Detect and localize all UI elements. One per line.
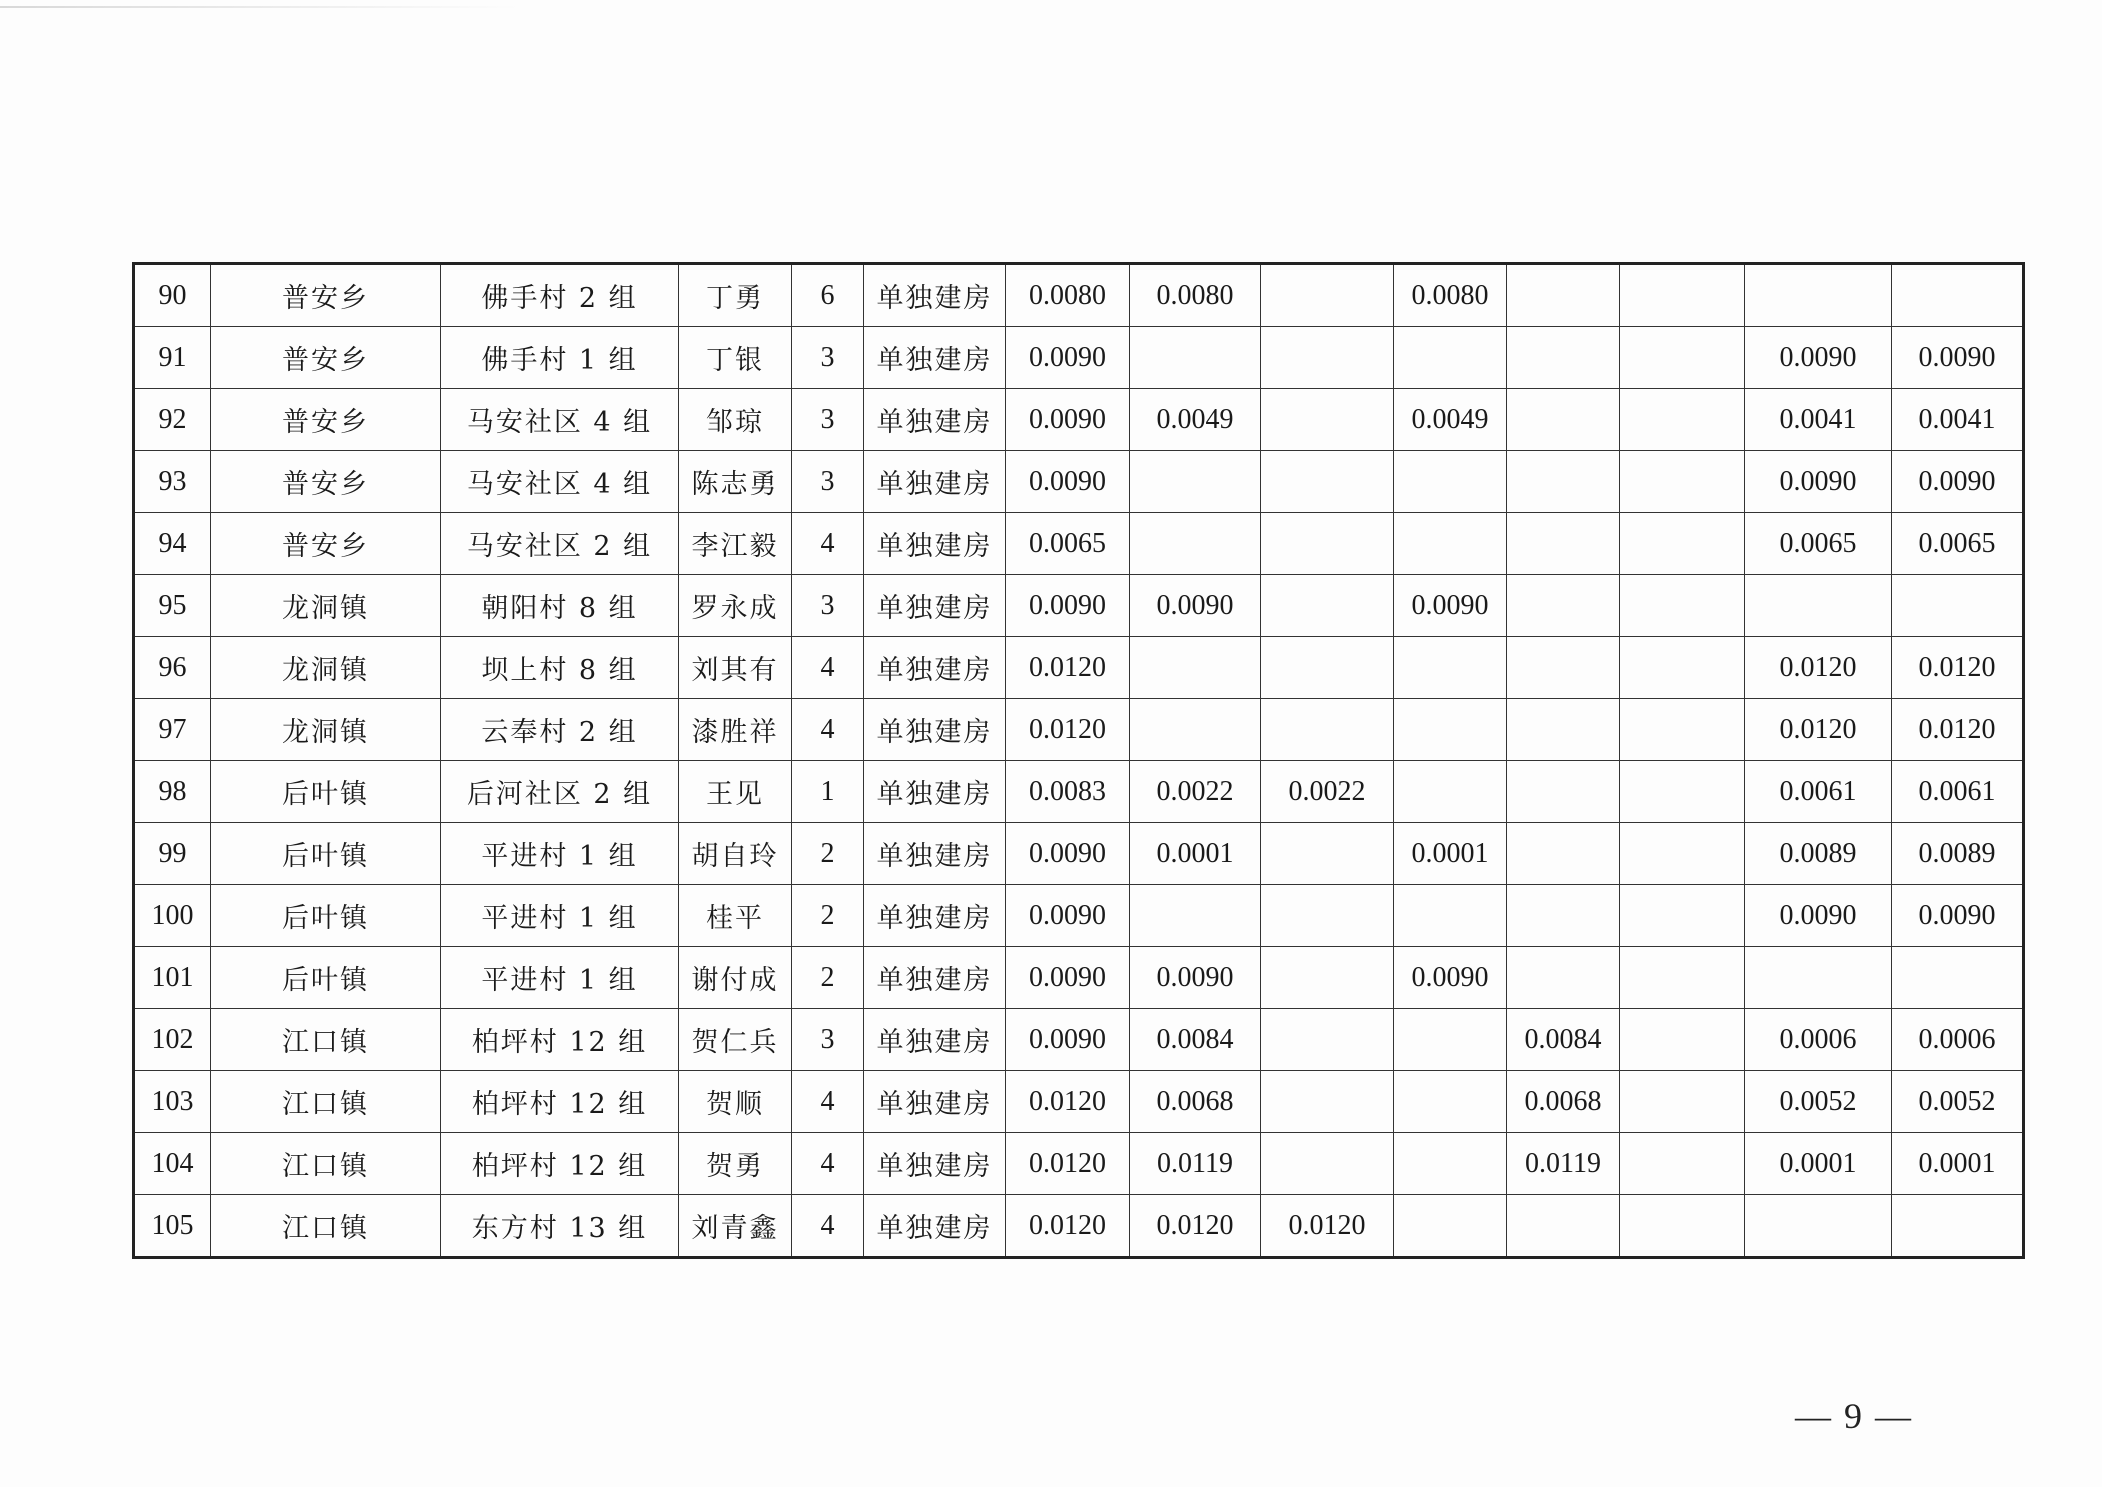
table-cell-household-size: 2 <box>792 823 864 885</box>
table-cell-area-value <box>1507 389 1620 451</box>
table-cell-household-size: 4 <box>792 1195 864 1258</box>
table-cell-applicant-name: 刘其有 <box>679 637 792 699</box>
table-cell-township: 普安乡 <box>211 389 441 451</box>
table-cell-area-value <box>1507 947 1620 1009</box>
table-cell-construction-type: 单独建房 <box>864 389 1006 451</box>
table-cell-area-value <box>1394 1009 1507 1071</box>
table-cell-construction-type: 单独建房 <box>864 451 1006 513</box>
table-cell-area-value <box>1261 885 1394 947</box>
table-cell-area-value: 0.0120 <box>1006 699 1130 761</box>
table-cell-area-value <box>1745 1195 1892 1258</box>
table-cell-area-value <box>1261 1009 1394 1071</box>
table-cell-area-value: 0.0089 <box>1745 823 1892 885</box>
table-cell-area-value: 0.0090 <box>1006 885 1130 947</box>
table-cell-township: 后叶镇 <box>211 761 441 823</box>
table-cell-construction-type: 单独建房 <box>864 1009 1006 1071</box>
table-cell-area-value <box>1620 451 1745 513</box>
table-cell-area-value: 0.0083 <box>1006 761 1130 823</box>
table-cell-area-value <box>1507 513 1620 575</box>
table-cell-area-value <box>1620 1071 1745 1133</box>
table-cell-area-value <box>1507 264 1620 327</box>
table-cell-area-value: 0.0084 <box>1130 1009 1261 1071</box>
table-cell-construction-type: 单独建房 <box>864 1195 1006 1258</box>
table-cell-area-value <box>1507 761 1620 823</box>
table-cell-row-index: 97 <box>134 699 211 761</box>
table-cell-row-index: 103 <box>134 1071 211 1133</box>
table-cell-area-value: 0.0022 <box>1261 761 1394 823</box>
table-row <box>134 637 2024 699</box>
table-cell-area-value <box>1261 1133 1394 1195</box>
table-cell-row-index: 90 <box>134 264 211 327</box>
table-cell-construction-type: 单独建房 <box>864 947 1006 1009</box>
table-cell-township: 龙洞镇 <box>211 637 441 699</box>
table-cell-area-value <box>1620 1133 1745 1195</box>
table-cell-applicant-name: 贺仁兵 <box>679 1009 792 1071</box>
table-cell-township: 江口镇 <box>211 1071 441 1133</box>
table-cell-township: 江口镇 <box>211 1133 441 1195</box>
table-cell-household-size: 4 <box>792 513 864 575</box>
table-cell-area-value: 0.0006 <box>1745 1009 1892 1071</box>
table-cell-area-value <box>1261 1071 1394 1133</box>
table-cell-row-index: 102 <box>134 1009 211 1071</box>
table-cell-area-value <box>1620 699 1745 761</box>
table-cell-area-value <box>1745 575 1892 637</box>
table-row <box>134 699 2024 761</box>
table-cell-area-value: 0.0041 <box>1745 389 1892 451</box>
table-cell-area-value <box>1130 513 1261 575</box>
table-cell-area-value <box>1620 513 1745 575</box>
table-cell-household-size: 2 <box>792 885 864 947</box>
table-cell-row-index: 96 <box>134 637 211 699</box>
table-cell-village-group: 坝上村 8 组 <box>441 637 679 699</box>
table-cell-village-group: 云奉村 2 组 <box>441 699 679 761</box>
table-cell-area-value: 0.0090 <box>1006 1009 1130 1071</box>
table-cell-area-value: 0.0090 <box>1745 327 1892 389</box>
table-row <box>134 327 2024 389</box>
table-cell-area-value <box>1394 885 1507 947</box>
table-cell-area-value: 0.0006 <box>1892 1009 2024 1071</box>
table-cell-row-index: 93 <box>134 451 211 513</box>
table-cell-area-value: 0.0090 <box>1892 451 2024 513</box>
table-cell-row-index: 101 <box>134 947 211 1009</box>
table-cell-area-value <box>1620 947 1745 1009</box>
table-cell-applicant-name: 丁银 <box>679 327 792 389</box>
table-cell-area-value <box>1130 451 1261 513</box>
table-cell-household-size: 3 <box>792 575 864 637</box>
table-row <box>134 513 2024 575</box>
table-cell-area-value: 0.0090 <box>1006 575 1130 637</box>
table-cell-township: 后叶镇 <box>211 823 441 885</box>
table-cell-row-index: 92 <box>134 389 211 451</box>
table-cell-area-value <box>1261 823 1394 885</box>
table-cell-applicant-name: 桂平 <box>679 885 792 947</box>
table-cell-area-value: 0.0090 <box>1745 451 1892 513</box>
table-cell-area-value: 0.0120 <box>1892 637 2024 699</box>
table-row <box>134 389 2024 451</box>
table-cell-area-value <box>1261 575 1394 637</box>
table-cell-area-value <box>1394 761 1507 823</box>
table-cell-township: 后叶镇 <box>211 885 441 947</box>
table-cell-area-value <box>1261 513 1394 575</box>
table-cell-construction-type: 单独建房 <box>864 761 1006 823</box>
table-cell-area-value <box>1394 699 1507 761</box>
housing-land-table <box>132 262 2025 1259</box>
table-cell-area-value: 0.0120 <box>1006 1133 1130 1195</box>
table-cell-area-value <box>1620 823 1745 885</box>
table-cell-applicant-name: 漆胜祥 <box>679 699 792 761</box>
table-cell-area-value <box>1507 637 1620 699</box>
table-cell-area-value: 0.0120 <box>1745 699 1892 761</box>
table-cell-village-group: 朝阳村 8 组 <box>441 575 679 637</box>
table-cell-construction-type: 单独建房 <box>864 637 1006 699</box>
table-cell-area-value: 0.0001 <box>1394 823 1507 885</box>
table-cell-area-value <box>1394 637 1507 699</box>
table-cell-applicant-name: 丁勇 <box>679 264 792 327</box>
table-cell-village-group: 柏坪村 12 组 <box>441 1071 679 1133</box>
table-cell-applicant-name: 李江毅 <box>679 513 792 575</box>
table-cell-township: 普安乡 <box>211 327 441 389</box>
table-cell-township: 江口镇 <box>211 1195 441 1258</box>
table-row <box>134 1133 2024 1195</box>
table-cell-area-value <box>1620 1195 1745 1258</box>
table-cell-row-index: 105 <box>134 1195 211 1258</box>
table-cell-construction-type: 单独建房 <box>864 1133 1006 1195</box>
table-cell-construction-type: 单独建房 <box>864 513 1006 575</box>
table-cell-village-group: 佛手村 1 组 <box>441 327 679 389</box>
table-cell-village-group: 马安社区 4 组 <box>441 389 679 451</box>
table-cell-area-value <box>1261 451 1394 513</box>
table-cell-row-index: 104 <box>134 1133 211 1195</box>
table-cell-area-value: 0.0052 <box>1892 1071 2024 1133</box>
table-cell-area-value: 0.0065 <box>1006 513 1130 575</box>
scan-artifact-line <box>0 6 520 8</box>
table-cell-row-index: 94 <box>134 513 211 575</box>
table-cell-area-value <box>1130 885 1261 947</box>
table-cell-area-value: 0.0090 <box>1892 327 2024 389</box>
table-cell-household-size: 4 <box>792 1133 864 1195</box>
table-cell-household-size: 4 <box>792 637 864 699</box>
table-cell-township: 龙洞镇 <box>211 575 441 637</box>
table-cell-construction-type: 单独建房 <box>864 699 1006 761</box>
table-cell-village-group: 平进村 1 组 <box>441 947 679 1009</box>
table-cell-area-value: 0.0068 <box>1130 1071 1261 1133</box>
table-cell-row-index: 100 <box>134 885 211 947</box>
table-cell-village-group: 马安社区 2 组 <box>441 513 679 575</box>
table-cell-construction-type: 单独建房 <box>864 575 1006 637</box>
table-cell-area-value: 0.0090 <box>1394 575 1507 637</box>
table-cell-applicant-name: 陈志勇 <box>679 451 792 513</box>
table-row <box>134 823 2024 885</box>
table-cell-area-value: 0.0080 <box>1130 264 1261 327</box>
table-cell-area-value <box>1892 264 2024 327</box>
table-cell-area-value <box>1507 1195 1620 1258</box>
table-cell-area-value <box>1261 264 1394 327</box>
table-cell-area-value <box>1620 1009 1745 1071</box>
table-cell-applicant-name: 王见 <box>679 761 792 823</box>
table-cell-area-value: 0.0090 <box>1130 575 1261 637</box>
table-cell-area-value <box>1394 1071 1507 1133</box>
table-cell-area-value: 0.0120 <box>1006 637 1130 699</box>
table-cell-area-value <box>1507 575 1620 637</box>
table-cell-household-size: 3 <box>792 389 864 451</box>
table-row <box>134 885 2024 947</box>
table-cell-area-value <box>1507 885 1620 947</box>
table-cell-township: 普安乡 <box>211 264 441 327</box>
table-cell-area-value <box>1394 451 1507 513</box>
table-cell-area-value: 0.0084 <box>1507 1009 1620 1071</box>
table-cell-area-value: 0.0120 <box>1892 699 2024 761</box>
table-cell-area-value <box>1394 1195 1507 1258</box>
table-cell-area-value: 0.0080 <box>1006 264 1130 327</box>
table-cell-village-group: 平进村 1 组 <box>441 885 679 947</box>
table-cell-household-size: 6 <box>792 264 864 327</box>
table-cell-area-value: 0.0068 <box>1507 1071 1620 1133</box>
table-cell-household-size: 1 <box>792 761 864 823</box>
table-cell-household-size: 3 <box>792 451 864 513</box>
table-cell-household-size: 4 <box>792 1071 864 1133</box>
table-cell-area-value <box>1130 327 1261 389</box>
table-cell-village-group: 佛手村 2 组 <box>441 264 679 327</box>
table-cell-applicant-name: 邹琼 <box>679 389 792 451</box>
table-cell-applicant-name: 贺勇 <box>679 1133 792 1195</box>
table-cell-area-value <box>1261 947 1394 1009</box>
table-cell-area-value: 0.0090 <box>1745 885 1892 947</box>
table-cell-township: 龙洞镇 <box>211 699 441 761</box>
table-cell-area-value: 0.0090 <box>1006 823 1130 885</box>
table-cell-area-value <box>1620 885 1745 947</box>
table-row <box>134 264 2024 327</box>
table-cell-area-value <box>1507 327 1620 389</box>
table-cell-area-value <box>1745 264 1892 327</box>
table-cell-village-group: 东方村 13 组 <box>441 1195 679 1258</box>
table-cell-area-value <box>1620 637 1745 699</box>
table-cell-construction-type: 单独建房 <box>864 885 1006 947</box>
table-cell-area-value: 0.0090 <box>1006 389 1130 451</box>
table-cell-area-value <box>1394 513 1507 575</box>
table-cell-area-value: 0.0120 <box>1130 1195 1261 1258</box>
table-cell-area-value: 0.0089 <box>1892 823 2024 885</box>
table-cell-area-value <box>1620 575 1745 637</box>
table-cell-village-group: 平进村 1 组 <box>441 823 679 885</box>
table-body <box>134 264 2024 1258</box>
table-cell-area-value: 0.0090 <box>1892 885 2024 947</box>
table-cell-household-size: 4 <box>792 699 864 761</box>
table-cell-township: 江口镇 <box>211 1009 441 1071</box>
table-cell-construction-type: 单独建房 <box>864 327 1006 389</box>
table-row <box>134 575 2024 637</box>
table-cell-applicant-name: 胡自玲 <box>679 823 792 885</box>
table-cell-applicant-name: 罗永成 <box>679 575 792 637</box>
table-cell-area-value: 0.0022 <box>1130 761 1261 823</box>
table-cell-area-value <box>1261 389 1394 451</box>
table-cell-area-value <box>1394 1133 1507 1195</box>
table-cell-area-value <box>1130 637 1261 699</box>
table-row <box>134 947 2024 1009</box>
table-cell-area-value: 0.0061 <box>1892 761 2024 823</box>
table-cell-area-value: 0.0119 <box>1130 1133 1261 1195</box>
table-cell-construction-type: 单独建房 <box>864 1071 1006 1133</box>
table-cell-area-value <box>1130 699 1261 761</box>
table-cell-township: 普安乡 <box>211 451 441 513</box>
table-cell-household-size: 3 <box>792 327 864 389</box>
table-cell-village-group: 柏坪村 12 组 <box>441 1009 679 1071</box>
table-cell-area-value: 0.0120 <box>1745 637 1892 699</box>
table-cell-applicant-name: 刘青鑫 <box>679 1195 792 1258</box>
table-cell-area-value: 0.0049 <box>1394 389 1507 451</box>
table-cell-area-value: 0.0065 <box>1892 513 2024 575</box>
table-cell-area-value: 0.0001 <box>1892 1133 2024 1195</box>
table-cell-area-value: 0.0090 <box>1006 451 1130 513</box>
table-row <box>134 1009 2024 1071</box>
table-cell-area-value: 0.0090 <box>1130 947 1261 1009</box>
table-cell-household-size: 3 <box>792 1009 864 1071</box>
table-cell-applicant-name: 谢付成 <box>679 947 792 1009</box>
table-cell-area-value <box>1507 699 1620 761</box>
table-cell-area-value: 0.0080 <box>1394 264 1507 327</box>
table-cell-applicant-name: 贺顺 <box>679 1071 792 1133</box>
table-cell-village-group: 后河社区 2 组 <box>441 761 679 823</box>
table-cell-area-value: 0.0041 <box>1892 389 2024 451</box>
table-cell-area-value: 0.0001 <box>1745 1133 1892 1195</box>
table-cell-area-value: 0.0120 <box>1006 1195 1130 1258</box>
table-cell-area-value: 0.0052 <box>1745 1071 1892 1133</box>
table-row <box>134 1071 2024 1133</box>
table-cell-village-group: 马安社区 4 组 <box>441 451 679 513</box>
table-cell-township: 后叶镇 <box>211 947 441 1009</box>
table-cell-area-value <box>1892 1195 2024 1258</box>
table-cell-area-value <box>1261 699 1394 761</box>
table-cell-construction-type: 单独建房 <box>864 264 1006 327</box>
table-cell-area-value <box>1620 327 1745 389</box>
table-cell-area-value: 0.0065 <box>1745 513 1892 575</box>
table-cell-area-value: 0.0061 <box>1745 761 1892 823</box>
table-cell-area-value: 0.0090 <box>1006 327 1130 389</box>
table-cell-area-value <box>1507 451 1620 513</box>
table-cell-area-value: 0.0090 <box>1394 947 1507 1009</box>
table-cell-area-value <box>1620 389 1745 451</box>
table-cell-area-value <box>1394 327 1507 389</box>
table-cell-area-value <box>1261 327 1394 389</box>
table-cell-area-value: 0.0120 <box>1006 1071 1130 1133</box>
table-cell-row-index: 95 <box>134 575 211 637</box>
table-cell-area-value <box>1745 947 1892 1009</box>
table-cell-household-size: 2 <box>792 947 864 1009</box>
table-cell-area-value <box>1892 575 2024 637</box>
table-cell-village-group: 柏坪村 12 组 <box>441 1133 679 1195</box>
table-cell-row-index: 99 <box>134 823 211 885</box>
table-cell-area-value: 0.0120 <box>1261 1195 1394 1258</box>
table-cell-area-value <box>1261 637 1394 699</box>
table-row <box>134 761 2024 823</box>
table-cell-row-index: 98 <box>134 761 211 823</box>
table-cell-area-value <box>1620 761 1745 823</box>
table-row <box>134 1195 2024 1258</box>
table-cell-area-value <box>1620 264 1745 327</box>
table-cell-area-value <box>1507 823 1620 885</box>
table-row <box>134 451 2024 513</box>
table-cell-area-value: 0.0090 <box>1006 947 1130 1009</box>
table-cell-area-value: 0.0119 <box>1507 1133 1620 1195</box>
table-cell-area-value: 0.0001 <box>1130 823 1261 885</box>
table-cell-area-value: 0.0049 <box>1130 389 1261 451</box>
table-cell-area-value <box>1892 947 2024 1009</box>
page-number: — 9 — <box>1795 1396 1913 1436</box>
table-cell-construction-type: 单独建房 <box>864 823 1006 885</box>
table-cell-township: 普安乡 <box>211 513 441 575</box>
table-cell-row-index: 91 <box>134 327 211 389</box>
